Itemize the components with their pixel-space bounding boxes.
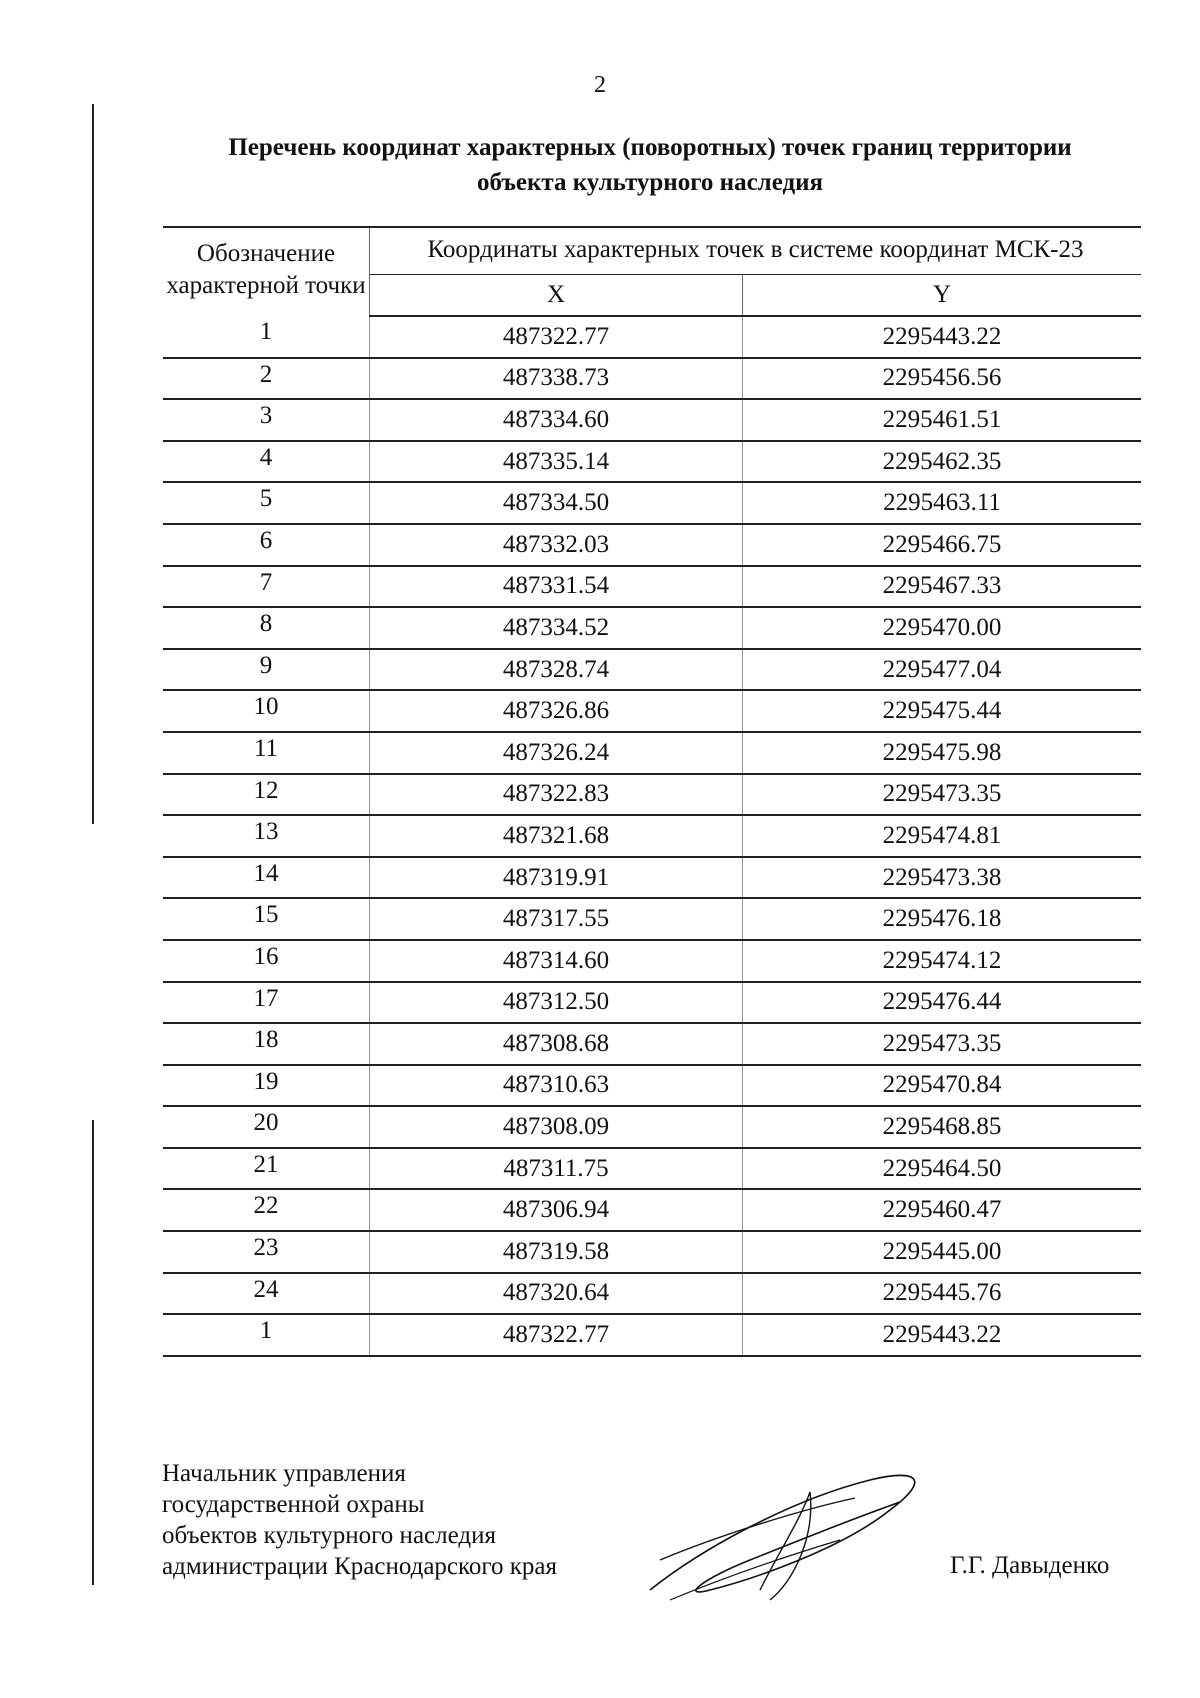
point-cell: 11 — [163, 732, 370, 774]
position-line: объектов культурного наследия — [162, 1522, 496, 1549]
table-row — [163, 1189, 1141, 1231]
x-coordinate-cell: 487338.73 — [370, 358, 743, 400]
y-coordinate-cell: 2295473.35 — [882, 780, 1002, 808]
x-coordinate-cell: 487331.54 — [370, 566, 743, 608]
y-coordinate-cell: 2295443.22 — [882, 322, 1002, 350]
margin-line-bottom — [92, 1120, 94, 1585]
x-coordinate-cell: 487322.77 — [370, 316, 743, 358]
table-row — [163, 898, 1141, 940]
point-cell: 23 — [163, 1231, 370, 1273]
x-coordinate-cell: 487312.50 — [370, 982, 743, 1024]
y-coordinate-cell: 2295475.98 — [882, 738, 1002, 766]
table-row — [163, 1065, 1141, 1107]
signer-name: Г.Г. Давыденко — [950, 1552, 1110, 1579]
y-coordinate-cell: 2295456.56 — [882, 364, 1002, 392]
signatory-position — [162, 1458, 557, 1582]
handwritten-signature — [640, 1440, 940, 1610]
table-row — [163, 482, 1141, 524]
point-cell: 19 — [163, 1065, 370, 1107]
point-cell: 16 — [163, 940, 370, 982]
y-coordinate-cell: 2295463.11 — [883, 489, 1001, 517]
x-coordinate-cell: 487332.03 — [370, 524, 743, 566]
y-coordinate-cell: 2295473.38 — [882, 863, 1002, 891]
y-coordinate-cell: 2295476.44 — [882, 988, 1002, 1016]
table-row — [163, 982, 1141, 1024]
y-coordinate-cell: 2295467.33 — [882, 572, 1002, 600]
x-coordinate-cell: 487335.14 — [370, 441, 743, 483]
table-row — [163, 815, 1141, 857]
x-coordinate-cell: 487311.75 — [370, 1148, 743, 1190]
table-row — [163, 316, 1141, 358]
point-cell: 1 — [163, 316, 370, 358]
x-coordinate-cell: 487306.94 — [370, 1189, 743, 1231]
page-number: 2 — [594, 72, 606, 98]
x-coordinate-cell: 487308.09 — [370, 1106, 743, 1148]
point-cell: 17 — [163, 982, 370, 1024]
x-coordinate-cell: 487334.60 — [370, 399, 743, 441]
x-coordinate-cell: 487308.68 — [370, 1023, 743, 1065]
header-y: Y — [743, 275, 1142, 317]
position-line: администрации Краснодарского края — [162, 1553, 558, 1580]
table-row — [163, 857, 1141, 899]
point-cell: 20 — [163, 1106, 370, 1148]
title-line-1: Перечень координат характерных (поворотных) точек границ территории — [228, 134, 1072, 161]
y-coordinate-cell: 2295464.50 — [882, 1154, 1002, 1182]
x-coordinate-cell: 487320.64 — [370, 1273, 743, 1315]
table-row — [163, 399, 1141, 441]
x-coordinate-cell: 487321.68 — [370, 815, 743, 857]
y-coordinate-cell: 2295466.75 — [882, 530, 1002, 558]
table-row — [163, 940, 1141, 982]
y-coordinate-cell: 2295468.85 — [882, 1113, 1002, 1141]
table-row — [163, 607, 1141, 649]
x-coordinate-cell: 487317.55 — [370, 898, 743, 940]
x-coordinate-cell: 487326.24 — [370, 732, 743, 774]
position-line: Начальник управления — [162, 1460, 406, 1487]
point-cell: 2 — [163, 358, 370, 400]
point-cell: 13 — [163, 815, 370, 857]
position-line: государственной охраны — [162, 1491, 425, 1518]
x-coordinate-cell: 487334.50 — [370, 482, 743, 524]
table-row — [163, 1314, 1141, 1356]
y-coordinate-cell: 2295470.00 — [882, 613, 1002, 641]
y-coordinate-cell: 2295473.35 — [882, 1029, 1002, 1057]
point-cell: 22 — [163, 1189, 370, 1231]
x-coordinate-cell: 487314.60 — [370, 940, 743, 982]
table-row — [163, 566, 1141, 608]
table-row — [163, 524, 1141, 566]
title-line-2: объекта культурного наследия — [476, 169, 824, 196]
table-row — [163, 732, 1141, 774]
table-body — [163, 316, 1141, 1356]
table-row — [163, 441, 1141, 483]
y-coordinate-cell: 2295460.47 — [882, 1196, 1002, 1224]
table-row — [163, 1023, 1141, 1065]
y-coordinate-cell: 2295445.76 — [882, 1279, 1002, 1307]
y-coordinate-cell: 2295443.22 — [882, 1321, 1002, 1349]
point-cell: 12 — [163, 774, 370, 816]
point-cell: 7 — [163, 566, 370, 608]
y-coordinate-cell: 2295475.44 — [882, 697, 1002, 725]
table-row — [163, 649, 1141, 691]
y-coordinate-cell: 2295470.84 — [882, 1071, 1002, 1099]
point-cell: 18 — [163, 1023, 370, 1065]
table-row — [163, 1273, 1141, 1315]
header-x: X — [370, 275, 743, 317]
y-coordinate-cell: 2295474.12 — [882, 946, 1002, 974]
x-coordinate-cell: 487326.86 — [370, 690, 743, 732]
point-cell: 9 — [163, 649, 370, 691]
margin-line-top — [92, 104, 94, 824]
y-coordinate-cell: 2295462.35 — [882, 447, 1002, 475]
point-cell: 5 — [163, 482, 370, 524]
point-cell: 21 — [163, 1148, 370, 1190]
table-row — [163, 1106, 1141, 1148]
point-cell: 6 — [163, 524, 370, 566]
table-row — [163, 774, 1141, 816]
x-coordinate-cell: 487319.91 — [370, 857, 743, 899]
x-coordinate-cell: 487310.63 — [370, 1065, 743, 1107]
point-cell: 10 — [163, 690, 370, 732]
point-cell: 14 — [163, 857, 370, 899]
y-coordinate-cell: 2295445.00 — [882, 1237, 1002, 1265]
table-row — [163, 690, 1141, 732]
table-row — [163, 1231, 1141, 1273]
header-point-designation: Обозначение характерной точки — [163, 227, 370, 316]
y-coordinate-cell: 2295474.81 — [882, 821, 1002, 849]
point-cell: 8 — [163, 607, 370, 649]
x-coordinate-cell: 487322.77 — [370, 1314, 743, 1356]
point-cell: 4 — [163, 441, 370, 483]
x-coordinate-cell: 487319.58 — [370, 1231, 743, 1273]
header-coordinates-system: Координаты характерных точек в системе координат МСК-23 — [370, 227, 1142, 275]
coordinates-table — [163, 226, 1141, 1357]
point-cell: 1 — [163, 1314, 370, 1356]
point-cell: 15 — [163, 898, 370, 940]
document-title — [150, 130, 1150, 200]
x-coordinate-cell: 487322.83 — [370, 774, 743, 816]
point-cell: 24 — [163, 1273, 370, 1315]
y-coordinate-cell: 2295477.04 — [882, 655, 1002, 683]
y-coordinate-cell: 2295461.51 — [882, 405, 1002, 433]
point-cell: 3 — [163, 399, 370, 441]
y-coordinate-cell: 2295476.18 — [882, 905, 1002, 933]
x-coordinate-cell: 487334.52 — [370, 607, 743, 649]
table-row — [163, 1148, 1141, 1190]
x-coordinate-cell: 487328.74 — [370, 649, 743, 691]
table-row — [163, 358, 1141, 400]
